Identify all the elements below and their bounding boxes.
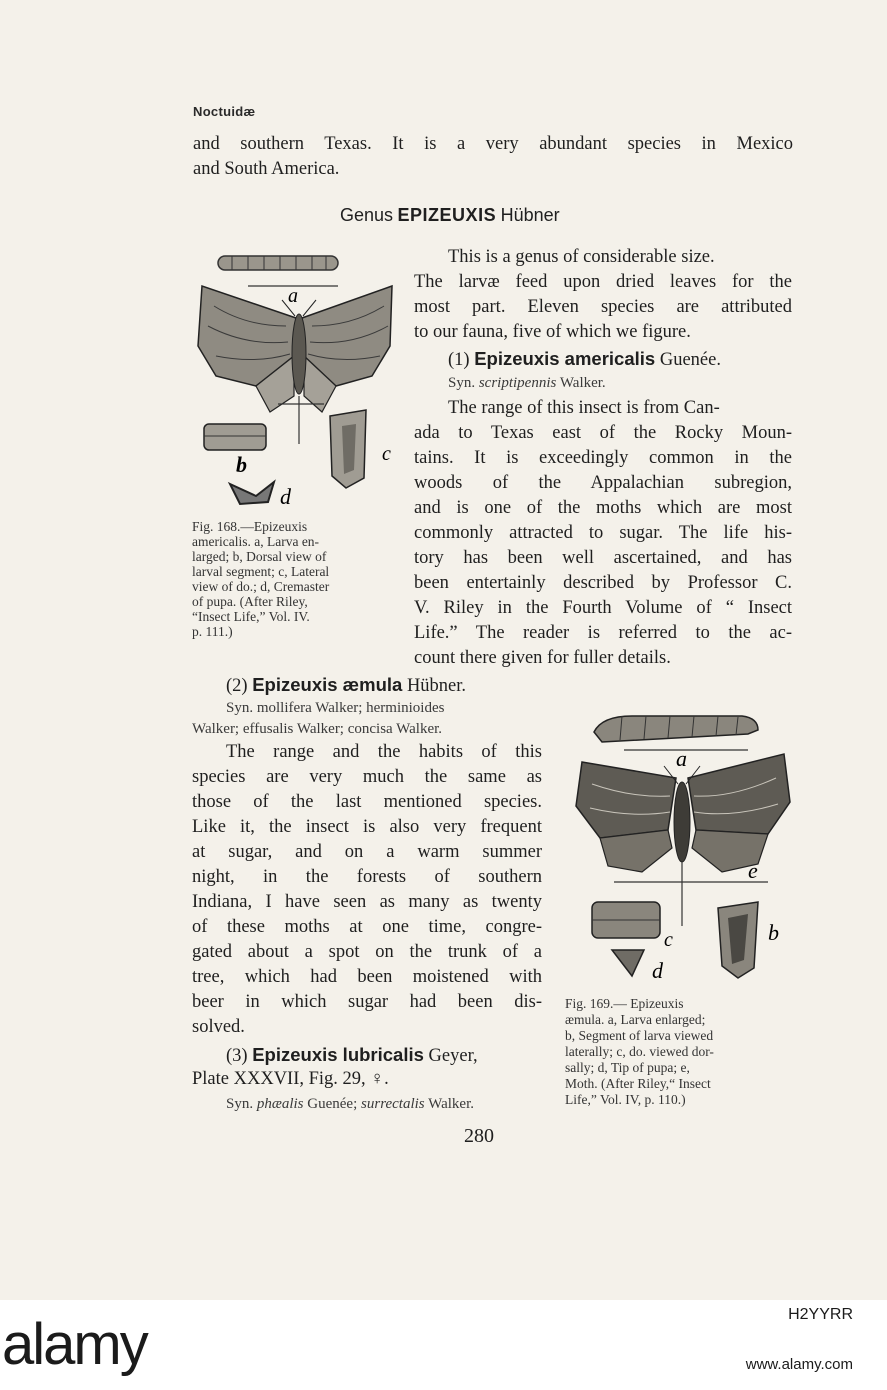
larval-segment-drawing xyxy=(204,424,266,450)
species-3-heading xyxy=(226,1042,478,1069)
genus-heading xyxy=(340,205,560,226)
figure-168-illustration xyxy=(196,246,404,514)
species-3-number: (3) xyxy=(226,1046,248,1066)
intro-line-2: and South America. xyxy=(193,159,340,179)
species-1-syn-name: scriptipennis xyxy=(478,375,557,391)
species-1-line-9: V. Riley in the Fourth Volume of “ Insect xyxy=(414,598,792,618)
stock-url: www.alamy.com xyxy=(745,1356,853,1373)
moth-drawing xyxy=(576,754,790,872)
fig168-label-a: a xyxy=(288,285,298,307)
fig169-caption-line-6: Moth. (After Riley,“ Insect xyxy=(565,1076,711,1091)
fig168-caption-line-4: larval segment; c, Lateral xyxy=(192,564,330,579)
species-1-synonym xyxy=(448,374,606,392)
fig168-caption-line-1: Fig. 168.—Epizeuxis xyxy=(192,519,308,534)
fig168-label-b: b xyxy=(236,452,247,477)
moth-illustration-168 xyxy=(196,246,404,514)
species-1-line-10: Life.” The reader is referred to the ac- xyxy=(414,623,792,643)
genus-line-3: most part. Eleven species are attributed xyxy=(414,297,792,317)
fig168-caption-line-8: p. 111.) xyxy=(192,624,233,639)
intro-line-1: and southern Texas. It is a very abundant species in Mexico xyxy=(193,134,793,154)
species-2-line-7: Indiana, I have seen as many as twenty xyxy=(192,892,542,912)
species-1-line-4: woods of the Appalachian subregion, xyxy=(414,473,792,493)
species-1-line-3: tains. It is exceedingly common in the xyxy=(414,448,792,468)
species-2-line-9: gated about a spot on the trunk of a xyxy=(192,942,542,962)
fig169-caption-line-7: Life,” Vol. IV, p. 110.) xyxy=(565,1092,686,1107)
fig169-caption-line-1: Fig. 169.— Epizeuxis xyxy=(565,996,684,1011)
larva-drawing xyxy=(594,716,758,742)
lateral-view-drawing xyxy=(330,410,366,488)
running-head: Noctuidæ xyxy=(193,104,256,119)
species-2-name: Epizeuxis æmula xyxy=(252,674,403,695)
fig169-label-d: d xyxy=(652,958,663,983)
fig169-caption-line-4: laterally; c, do. viewed dor- xyxy=(565,1044,714,1059)
species-2-author: Hübner. xyxy=(406,676,467,696)
fig169-label-e: e xyxy=(748,858,758,883)
species-2-heading xyxy=(226,672,466,699)
lateral-segment-drawing xyxy=(592,902,660,938)
page-number: 280 xyxy=(464,1125,494,1147)
species-2-syn-line-1: Syn. mollifera Walker; herminioides xyxy=(226,700,445,716)
fig168-caption-line-7: “Insect Life,” Vol. IV. xyxy=(192,609,310,624)
species-1-syn-author: Walker. xyxy=(559,375,606,391)
species-3-name: Epizeuxis lubricalis xyxy=(252,1044,424,1065)
genus-line-4: to our fauna, five of which we figure. xyxy=(414,322,691,342)
species-1-line-2: ada to Texas east of the Rocky Moun- xyxy=(414,423,792,443)
genus-line-1: This is a genus of considerable size. xyxy=(448,247,715,267)
species-3-synonym xyxy=(226,1095,474,1113)
species-2-syn-line-2: Walker; effusalis Walker; concisa Walker. xyxy=(192,721,443,737)
species-1-line-5: and is one of the moths which are most xyxy=(414,498,792,518)
fig168-label-d: d xyxy=(280,484,291,509)
species-3-plate: Plate XXXVII, Fig. 29, ♀. xyxy=(192,1069,389,1089)
pupa-tip-drawing xyxy=(612,950,644,976)
image-id: H2YYRR xyxy=(788,1306,853,1323)
genus-line-2: The larvæ feed upon dried leaves for the xyxy=(414,272,792,292)
figure-169-illustration xyxy=(572,706,794,988)
brand-logo: alamy xyxy=(2,1312,147,1377)
fig169-caption-line-5: sally; d, Tip of pupa; e, xyxy=(565,1060,690,1075)
species-2-line-5: at sugar, and on a warm summer xyxy=(192,842,542,862)
genus-prefix: Genus xyxy=(340,205,394,225)
genus-author: Hübner xyxy=(500,205,560,225)
species-1-name: Epizeuxis americalis xyxy=(474,348,656,369)
genus-name: EPIZEUXIS xyxy=(397,205,497,225)
species-1-line-6: commonly attracted to sugar. The life his- xyxy=(414,523,792,543)
species-2-line-2: species are very much the same as xyxy=(192,767,542,787)
species-2-number: (2) xyxy=(226,676,248,696)
species-2-line-12: solved. xyxy=(192,1017,245,1037)
species-3-syn-name-2: surrectalis xyxy=(361,1096,425,1112)
species-3-syn-name-1: phæalis xyxy=(256,1096,304,1112)
fig168-caption-line-6: of pupa. (After Riley, xyxy=(192,594,308,609)
species-3-syn-prefix: Syn. xyxy=(226,1096,254,1112)
species-1-line-11: count there given for fuller details. xyxy=(414,648,671,668)
species-1-syn-prefix: Syn. xyxy=(448,375,476,391)
species-1-line-1: The range of this insect is from Can- xyxy=(448,398,720,418)
fig168-caption-line-3: larged; b, Dorsal view of xyxy=(192,549,327,564)
species-2-line-4: Like it, the insect is also very frequent xyxy=(192,817,542,837)
species-3-author: Geyer, xyxy=(428,1046,478,1066)
cremaster-drawing xyxy=(230,482,274,504)
fig168-caption-line-5: view of do.; d, Cremaster xyxy=(192,579,330,594)
fig169-label-a: a xyxy=(676,746,687,771)
moth-illustration-169 xyxy=(572,706,794,988)
species-2-line-6: night, in the forests of southern xyxy=(192,867,542,887)
fig168-caption-line-2: americalis. a, Larva en- xyxy=(192,534,320,549)
species-1-heading xyxy=(448,346,721,373)
species-2-line-11: beer in which sugar had been dis- xyxy=(192,992,542,1012)
species-3-syn-author-2: Walker. xyxy=(428,1096,474,1112)
fig169-label-c: c xyxy=(664,929,673,951)
dorsal-segment-drawing xyxy=(718,902,758,978)
species-1-author: Guenée. xyxy=(659,350,721,370)
species-2-line-8: of these moths at one time, congre- xyxy=(192,917,542,937)
species-1-line-7: tory has been well ascertained, and has xyxy=(414,548,792,568)
larva-drawing xyxy=(218,256,338,270)
species-2-line-3: those of the last mentioned species. xyxy=(192,792,542,812)
species-2-line-10: tree, which had been moistened with xyxy=(192,967,542,987)
fig169-caption-line-3: b, Segment of larva viewed xyxy=(565,1028,714,1043)
fig168-label-c: c xyxy=(382,443,391,465)
species-1-line-8: been entertainly described by Professor C. xyxy=(414,573,792,593)
species-3-syn-author-1: Guenée; xyxy=(307,1096,358,1112)
species-2-line-1: The range and the habits of this xyxy=(226,742,542,762)
fig169-label-b: b xyxy=(768,920,779,945)
fig169-caption-line-2: æmula. a, Larva enlarged; xyxy=(565,1012,706,1027)
species-1-number: (1) xyxy=(448,350,470,370)
